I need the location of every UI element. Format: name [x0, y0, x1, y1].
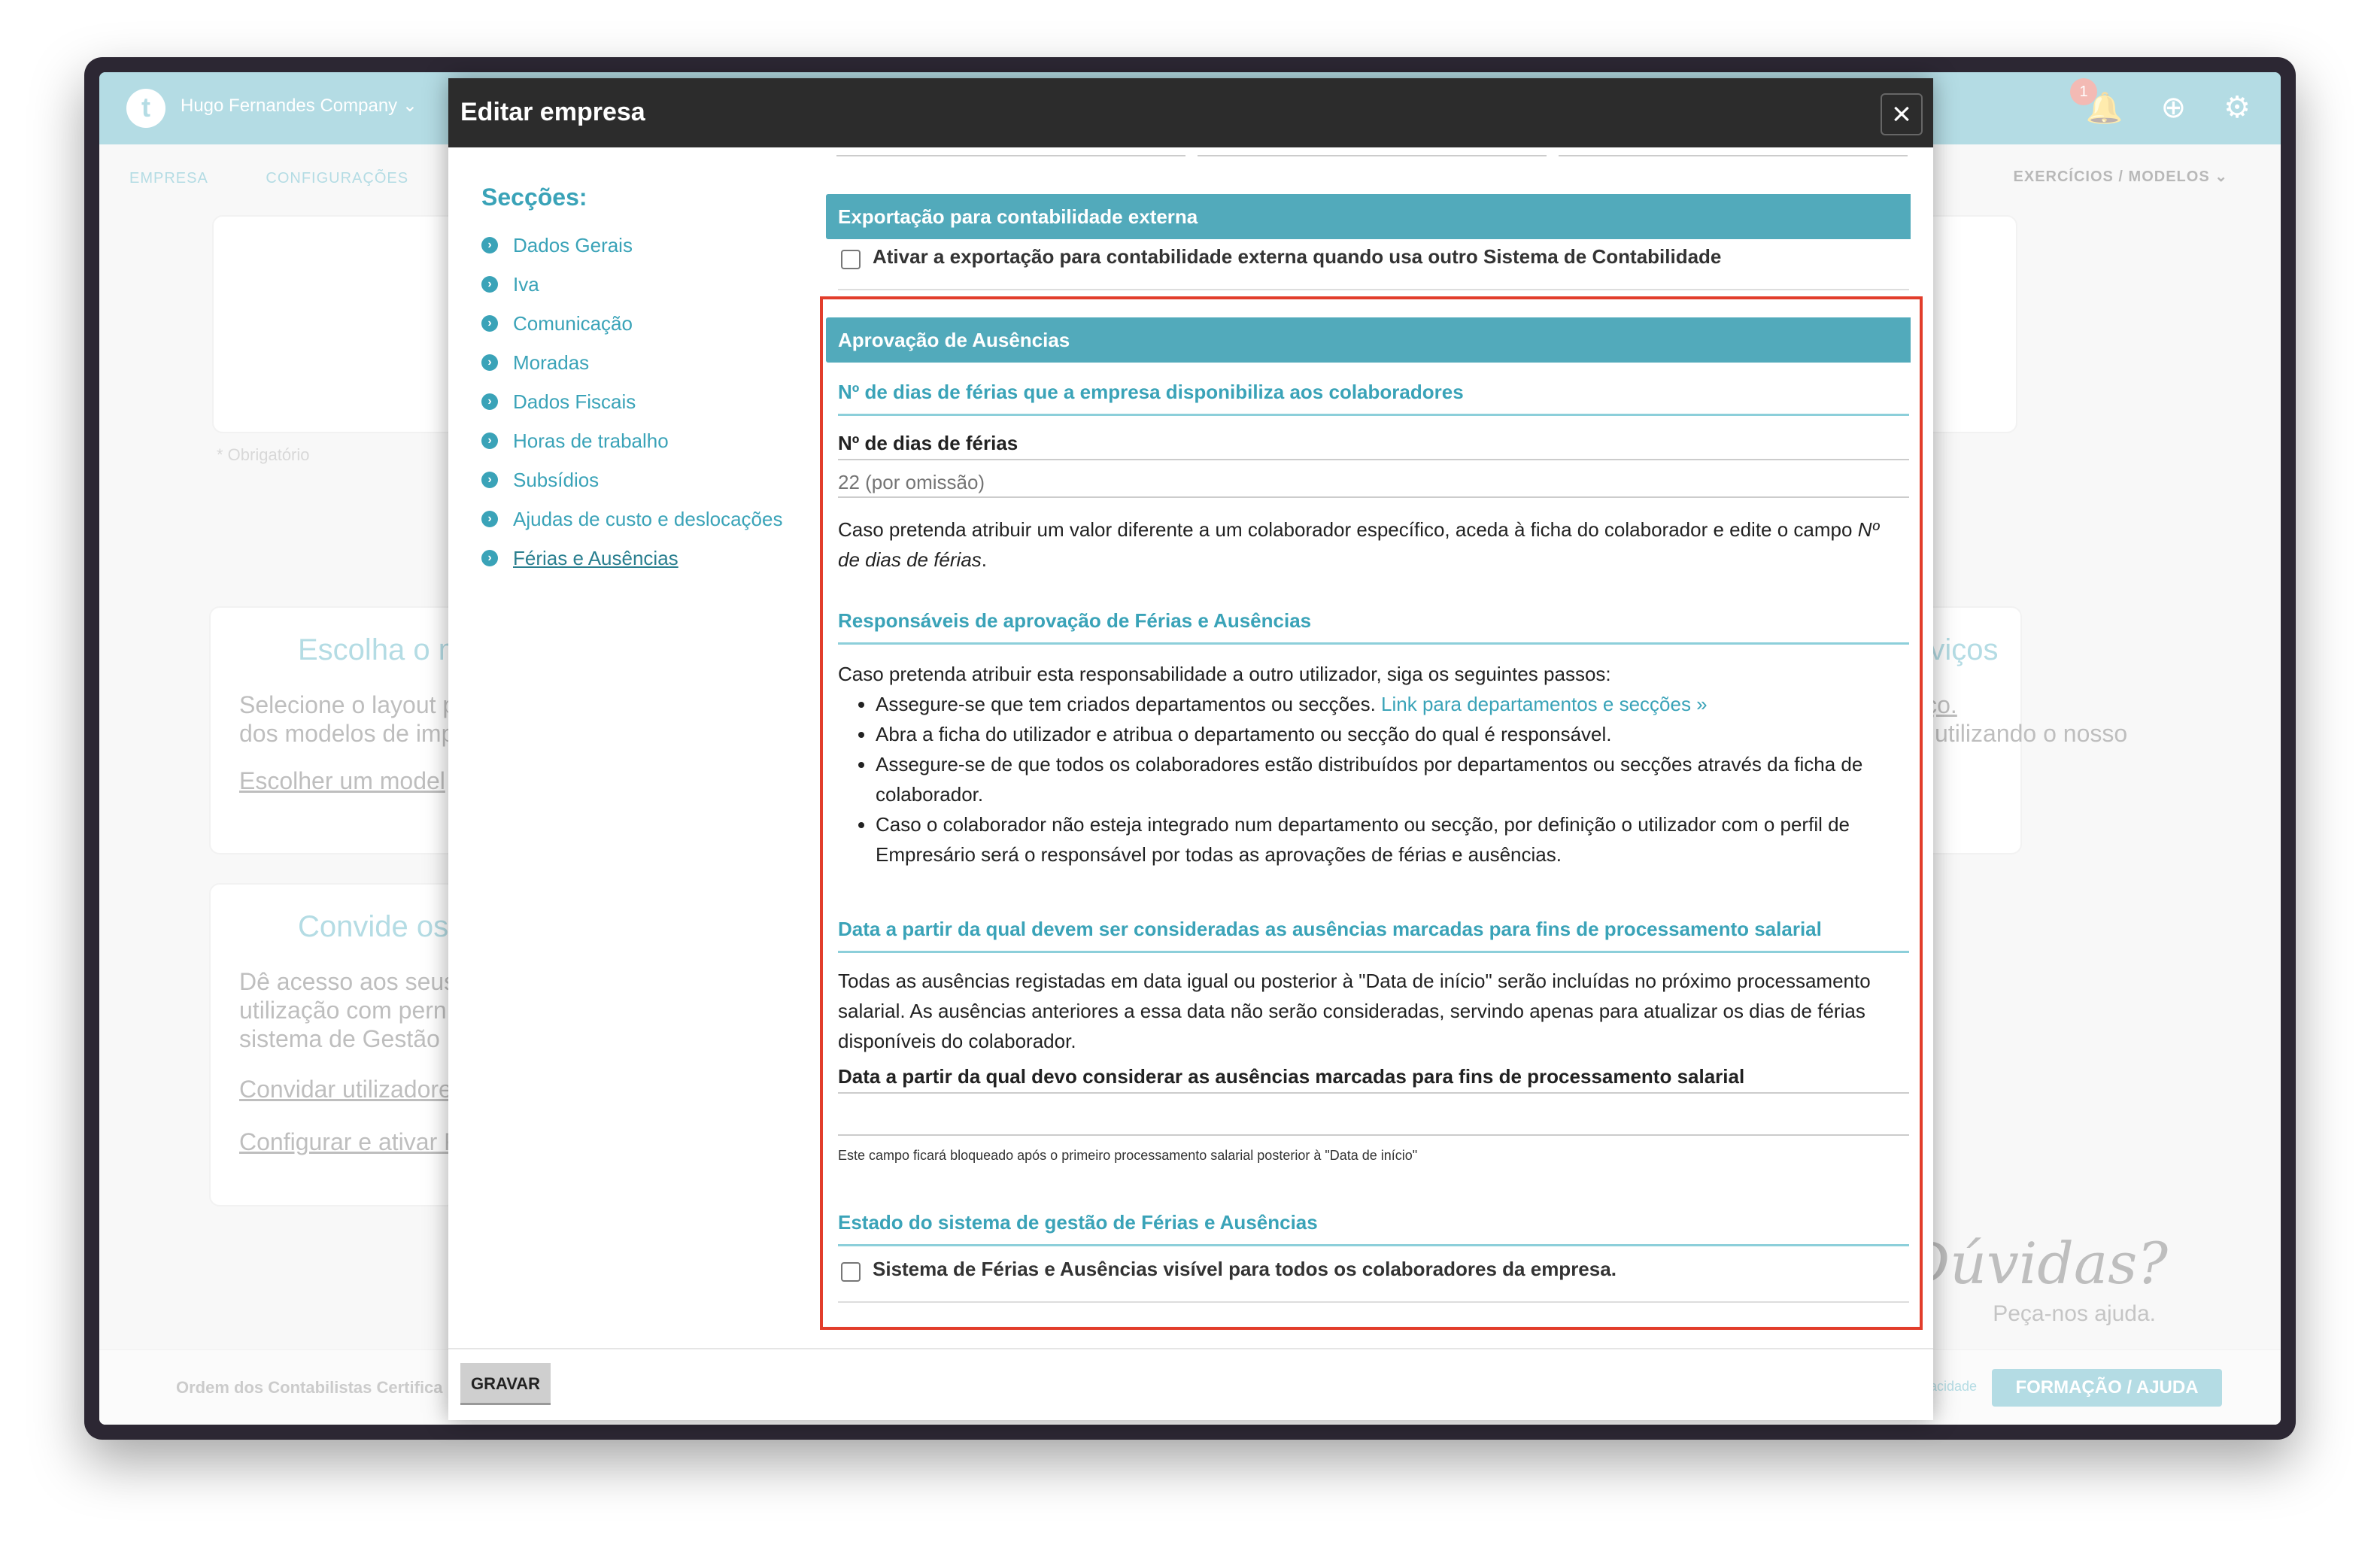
responsibles-intro: Caso pretenda atribuir esta responsabilidade a outro utilizador, siga os seguintes passos: — [838, 663, 1611, 685]
arrow-right-icon: › — [481, 472, 498, 488]
export-checkbox-label: Ativar a exportação para contabilidade externa quando usa outro Sistema de Contabilidade — [873, 245, 1722, 268]
divider — [838, 1301, 1909, 1303]
date-subheading: Data a partir da qual devem ser consideradas as ausências marcadas para fins de processamento salarial — [838, 918, 1822, 940]
arrow-right-icon: › — [481, 276, 498, 293]
save-button[interactable]: GRAVAR — [460, 1363, 551, 1405]
step-item: • Abra a ficha do utilizador e atribua o departamento ou secção do qual é responsável. — [876, 719, 1906, 749]
date-label: Data a partir da qual devo considerar as ausências marcadas para fins de processamento salarial — [838, 1065, 1745, 1088]
nav-item-ferias-ausencias[interactable]: › Férias e Ausências — [481, 539, 782, 578]
subheading-underline — [838, 414, 1909, 416]
date-note: Este campo ficará bloqueado após o primeiro processamento salarial posterior à "Data de início" — [838, 1148, 1418, 1163]
edit-company-modal — [448, 78, 1933, 1420]
arrow-right-icon: › — [481, 315, 498, 332]
status-checkbox-row[interactable] — [841, 1258, 1617, 1282]
sections-title: Secções: — [481, 184, 587, 211]
nav-item-dados-gerais[interactable]: › Dados Gerais — [481, 226, 782, 265]
nav-item-subsidios[interactable]: › Subsídios — [481, 460, 782, 499]
days-note: Caso pretenda atribuir um valor diferente a um colaborador específico, aceda à ficha do colaborador e edite o campo Nº de dias de férias. — [838, 518, 1879, 571]
nav-item-ajudas-custo[interactable]: › Ajudas de custo e deslocações — [481, 499, 782, 539]
responsibles-steps — [838, 659, 1906, 870]
modal-content — [826, 147, 1911, 1342]
nav-item-moradas[interactable]: › Moradas — [481, 343, 782, 382]
nav-item-iva[interactable]: › Iva — [481, 265, 782, 304]
absence-section-header: Aprovação de Ausências — [826, 317, 1911, 363]
arrow-right-icon: › — [481, 354, 498, 371]
days-subheading: Nº de dias de férias que a empresa disponibiliza aos colaboradores — [838, 381, 1464, 403]
sections-nav — [481, 226, 782, 578]
status-subheading: Estado do sistema de gestão de Férias e Ausências — [838, 1211, 1318, 1234]
days-label: Nº de dias de férias — [838, 432, 1018, 454]
modal-title: Editar empresa — [460, 98, 645, 126]
subheading-underline — [838, 642, 1909, 645]
modal-footer — [448, 1348, 1933, 1420]
arrow-right-icon: › — [481, 433, 498, 449]
arrow-right-icon: › — [481, 393, 498, 410]
export-checkbox-row[interactable] — [841, 245, 1721, 269]
nav-item-horas-trabalho[interactable]: › Horas de trabalho — [481, 421, 782, 460]
close-icon: × — [1892, 96, 1911, 132]
step-item: • Assegure-se de que todos os colaboradores estão distribuídos por departamentos ou secções através da ficha de colaborador. — [876, 749, 1906, 809]
step-item: • Assegure-se que tem criados departamentos ou secções. Link para departamentos e secções » — [876, 689, 1906, 719]
days-input[interactable] — [838, 459, 1909, 498]
nav-item-dados-fiscais[interactable]: › Dados Fiscais — [481, 382, 782, 421]
subheading-underline — [838, 1244, 1909, 1246]
responsibles-subheading: Responsáveis de aprovação de Férias e Ausências — [838, 609, 1312, 632]
close-button[interactable] — [1881, 93, 1923, 135]
date-input[interactable] — [838, 1092, 1909, 1136]
arrow-right-icon: › — [481, 550, 498, 566]
status-checkbox[interactable] — [841, 1262, 861, 1282]
step-item: • Caso o colaborador não esteja integrado num departamento ou secção, por definição o utilizador com o perfil de Empresário será o responsável por todas as aprovações de férias e ausências. — [876, 809, 1906, 870]
date-description: Todas as ausências registadas em data igual ou posterior à "Data de início" serão incluídas no próximo processamento salarial. As ausências anteriores a essa data não serão consideradas, servindo apenas para atualizar os dias de férias disponíveis do colaborador. — [838, 970, 1871, 1052]
modal-header — [448, 78, 1933, 147]
status-checkbox-label: Sistema de Férias e Ausências visível para todos os colaboradores da empresa. — [873, 1258, 1617, 1280]
departments-link[interactable]: Link para departamentos e secções » — [1381, 693, 1708, 715]
export-checkbox[interactable] — [841, 250, 861, 269]
export-section-header: Exportação para contabilidade externa — [826, 194, 1911, 239]
subheading-underline — [838, 951, 1909, 953]
arrow-right-icon: › — [481, 511, 498, 527]
arrow-right-icon: › — [481, 237, 498, 253]
nav-item-comunicacao[interactable]: › Comunicação — [481, 304, 782, 343]
divider — [838, 289, 1909, 290]
field-lines — [836, 155, 1908, 158]
